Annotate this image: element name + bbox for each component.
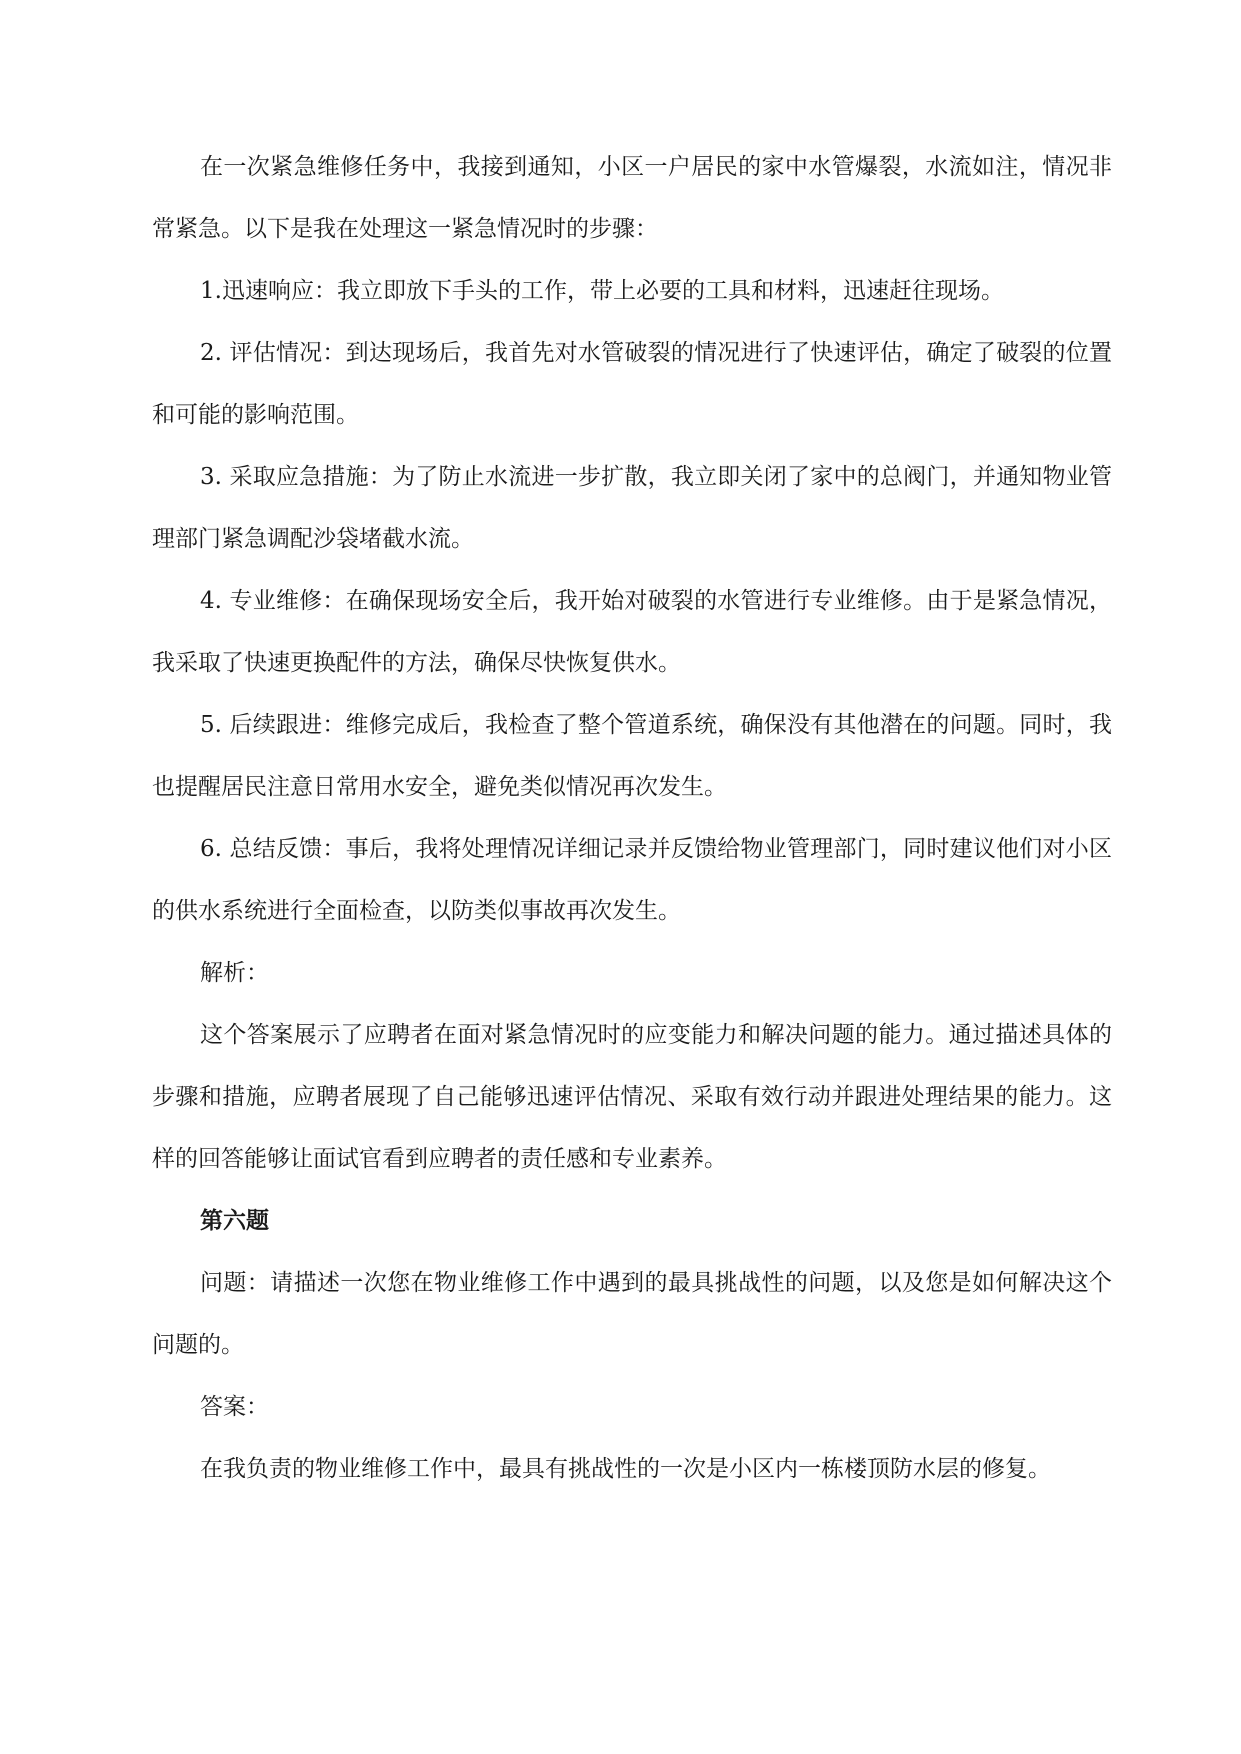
question-text: 问题：请描述一次您在物业维修工作中遇到的最具挑战性的问题，以及您是如何解决这个问题的。	[152, 1270, 1112, 1358]
paragraph-step-1: 1.迅速响应：我立即放下手头的工作，带上必要的工具和材料，迅速赶往现场。	[200, 278, 1004, 304]
paragraph-step-3: 3. 采取应急措施：为了防止水流进一步扩散，我立即关闭了家中的总阀门，并通知物业管理部门紧急调配沙袋堵截水流。	[152, 464, 1112, 552]
analysis-label: 解析：	[200, 960, 269, 986]
paragraph-step-5: 5. 后续跟进：维修完成后，我检查了整个管道系统，确保没有其他潜在的问题。同时，我也提醒居民注意日常用水安全，避免类似情况再次发生。	[152, 712, 1112, 800]
section-heading: 第六题	[200, 1207, 269, 1234]
paragraph-intro: 在一次紧急维修任务中，我接到通知，小区一户居民的家中水管爆裂，水流如注，情况非常紧急。以下是我在处理这一紧急情况时的步骤：	[152, 154, 1112, 242]
answer-label: 答案：	[200, 1394, 269, 1420]
analysis-text: 这个答案展示了应聘者在面对紧急情况时的应变能力和解决问题的能力。通过描述具体的步骤和措施，应聘者展现了自己能够迅速评估情况、采取有效行动并跟进处理结果的能力。这样的回答能够让面试官看到应聘者的责任感和专业素养。	[152, 1022, 1112, 1172]
document-body	[152, 136, 1112, 1500]
paragraph-step-4: 4. 专业维修：在确保现场安全后，我开始对破裂的水管进行专业维修。由于是紧急情况，我采取了快速更换配件的方法，确保尽快恢复供水。	[152, 588, 1112, 676]
paragraph-step-6: 6. 总结反馈：事后，我将处理情况详细记录并反馈给物业管理部门，同时建议他们对小区的供水系统进行全面检查，以防类似事故再次发生。	[152, 836, 1112, 924]
paragraph-step-2: 2. 评估情况：到达现场后，我首先对水管破裂的情况进行了快速评估，确定了破裂的位置和可能的影响范围。	[152, 340, 1112, 428]
answer-text: 在我负责的物业维修工作中，最具有挑战性的一次是小区内一栋楼顶防水层的修复。	[200, 1456, 1051, 1482]
